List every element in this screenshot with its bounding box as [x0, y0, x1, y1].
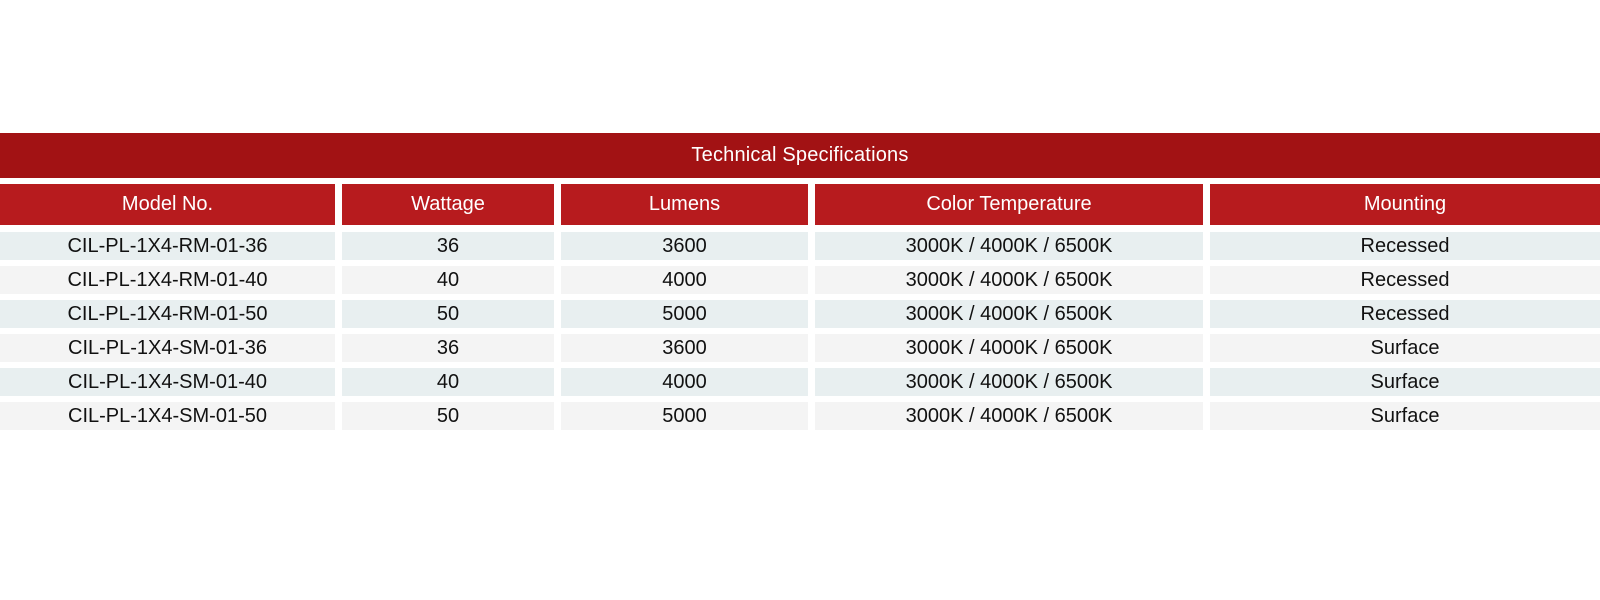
- cell-lumens: 3600: [561, 334, 815, 368]
- cell-mounting: Surface: [1210, 368, 1600, 402]
- cell-mounting: Surface: [1210, 402, 1600, 436]
- cell-color-temperature: 3000K / 4000K / 6500K: [815, 300, 1210, 334]
- spec-table: [0, 133, 1600, 436]
- cell-lumens: 4000: [561, 368, 815, 402]
- cell-model-no: CIL-PL-1X4-RM-01-36: [0, 232, 342, 266]
- cell-model-no: CIL-PL-1X4-SM-01-36: [0, 334, 342, 368]
- cell-lumens: 5000: [561, 402, 815, 436]
- cell-lumens: 4000: [561, 266, 815, 300]
- cell-color-temperature: 3000K / 4000K / 6500K: [815, 402, 1210, 436]
- cell-color-temperature: 3000K / 4000K / 6500K: [815, 334, 1210, 368]
- cell-mounting: Recessed: [1210, 266, 1600, 300]
- cell-mounting: Recessed: [1210, 300, 1600, 334]
- header-wattage: Wattage: [342, 184, 561, 225]
- cell-color-temperature: 3000K / 4000K / 6500K: [815, 266, 1210, 300]
- cell-color-temperature: 3000K / 4000K / 6500K: [815, 368, 1210, 402]
- cell-model-no: CIL-PL-1X4-RM-01-40: [0, 266, 342, 300]
- cell-mounting: Surface: [1210, 334, 1600, 368]
- cell-wattage: 36: [342, 232, 561, 266]
- table-title: Technical Specifications: [0, 133, 1600, 178]
- header-mounting: Mounting: [1210, 184, 1600, 225]
- cell-color-temperature: 3000K / 4000K / 6500K: [815, 232, 1210, 266]
- cell-model-no: CIL-PL-1X4-SM-01-40: [0, 368, 342, 402]
- cell-wattage: 50: [342, 402, 561, 436]
- cell-wattage: 50: [342, 300, 561, 334]
- cell-wattage: 36: [342, 334, 561, 368]
- table-grid: [0, 184, 1600, 436]
- cell-model-no: CIL-PL-1X4-RM-01-50: [0, 300, 342, 334]
- cell-lumens: 5000: [561, 300, 815, 334]
- cell-wattage: 40: [342, 266, 561, 300]
- header-lumens: Lumens: [561, 184, 815, 225]
- cell-model-no: CIL-PL-1X4-SM-01-50: [0, 402, 342, 436]
- header-model-no: Model No.: [0, 184, 342, 225]
- header-color-temperature: Color Temperature: [815, 184, 1210, 225]
- cell-wattage: 40: [342, 368, 561, 402]
- cell-lumens: 3600: [561, 232, 815, 266]
- cell-mounting: Recessed: [1210, 232, 1600, 266]
